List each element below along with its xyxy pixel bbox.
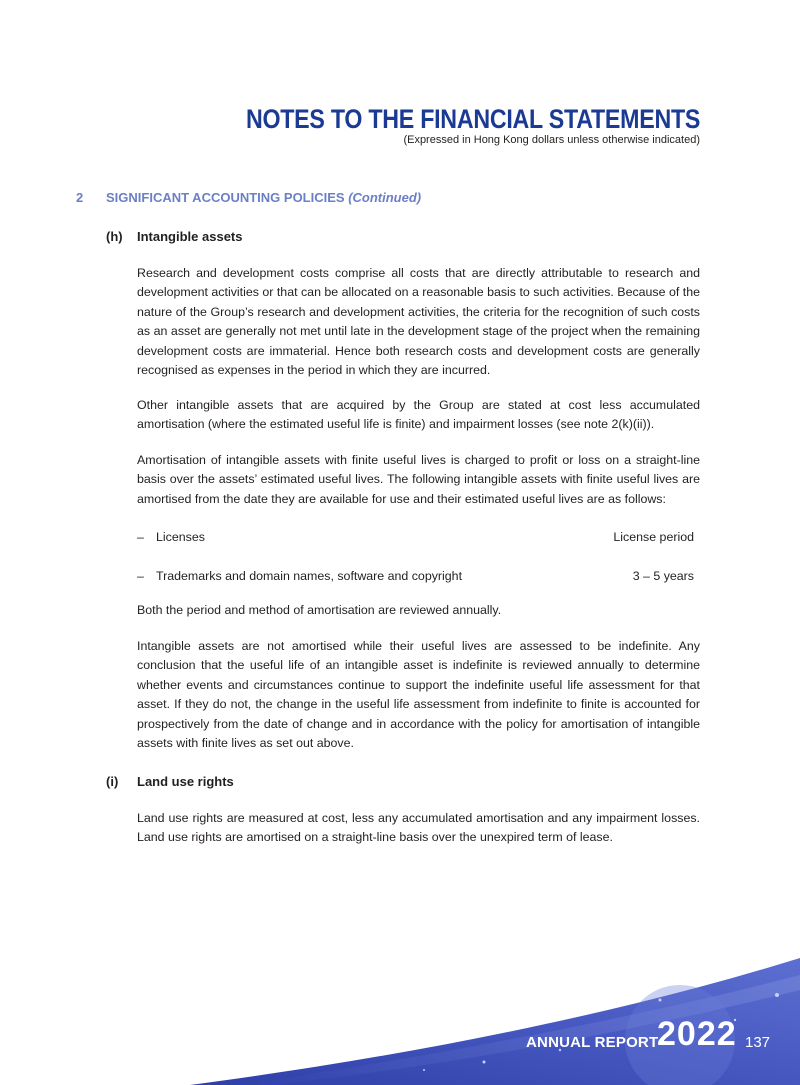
paragraph-review: Both the period and method of amortisation are reviewed annually. (137, 603, 502, 617)
page-subtitle: (Expressed in Hong Kong dollars unless otherwise indicated) (403, 134, 700, 146)
paragraph-land-use-rights: Land use rights are measured at cost, less any accumulated amortisation and any impairment losses. Land use rights are amortised on a straight-line basis over the unexpired term of lease. (137, 811, 700, 845)
list-item-label: Trademarks and domain names, software and copyright (156, 569, 463, 583)
paragraph-other-intangibles: Other intangible assets that are acquired by the Group are stated at cost less accumulated amortisation (where the estimated useful life is finite) and impairment losses (see note 2(k)(ii)). (137, 398, 700, 432)
footer-year: 2022 (657, 1015, 737, 1053)
list-item-label: Licenses (156, 530, 205, 544)
section-number: 2 (76, 190, 84, 205)
subsection-heading-landuse (106, 774, 234, 789)
footer-label: ANNUAL REPORT (526, 1034, 659, 1051)
list-item (137, 569, 694, 583)
section-continued: (Continued) (348, 190, 422, 205)
page-title: NOTES TO THE FINANCIAL STATEMENTS (245, 104, 700, 134)
subsection-title: Intangible assets (137, 229, 243, 244)
list-item (137, 530, 694, 544)
subsection-heading-intangible (106, 229, 242, 244)
subsection-letter: (h) (106, 229, 123, 244)
list-dash: – (137, 569, 144, 583)
section-title: SIGNIFICANT ACCOUNTING POLICIES (106, 190, 345, 205)
list-item-value: License period (613, 530, 694, 544)
list-dash: – (137, 530, 144, 544)
subsection-title: Land use rights (137, 774, 234, 789)
section-heading (76, 190, 421, 205)
subsection-letter: (i) (106, 774, 119, 789)
list-item-value: 3 – 5 years (632, 569, 694, 583)
paragraph-indefinite: Intangible assets are not amortised while their useful lives are assessed to be indefinite. Any conclusion that the useful life of an intangible asset is indefinite is reviewed annually to determine whether events and circumstances continue to support the indefinite useful life assessment for that asset. If they do not, the change in the useful life assessment from indefinite to finite is accounted for prospectively from the date of change and in accordance with the policy for amortisation of intangible assets with finite lives as set out above. (137, 639, 700, 751)
page-number: 137 (745, 1034, 771, 1051)
paragraph-amortisation: Amortisation of intangible assets with finite useful lives is charged to profit or loss on a straight-line basis over the assets’ estimated useful lives. The following intangible assets with finite useful lives are amortised from the date they are available for use and their estimated useful lives are as follows: (137, 453, 700, 506)
paragraph-rnd-costs: Research and development costs comprise all costs that are directly attributable to research and development activities or that can be allocated on a reasonable basis to such activities. Because of the nature of the Group’s research and development activities, the criteria for the recognition of such costs as an asset are generally not met until late in the development stage of the project when the remaining development costs are immaterial. Hence both research costs and development costs are generally recognised as expenses in the period in which they are incurred. (137, 266, 700, 378)
